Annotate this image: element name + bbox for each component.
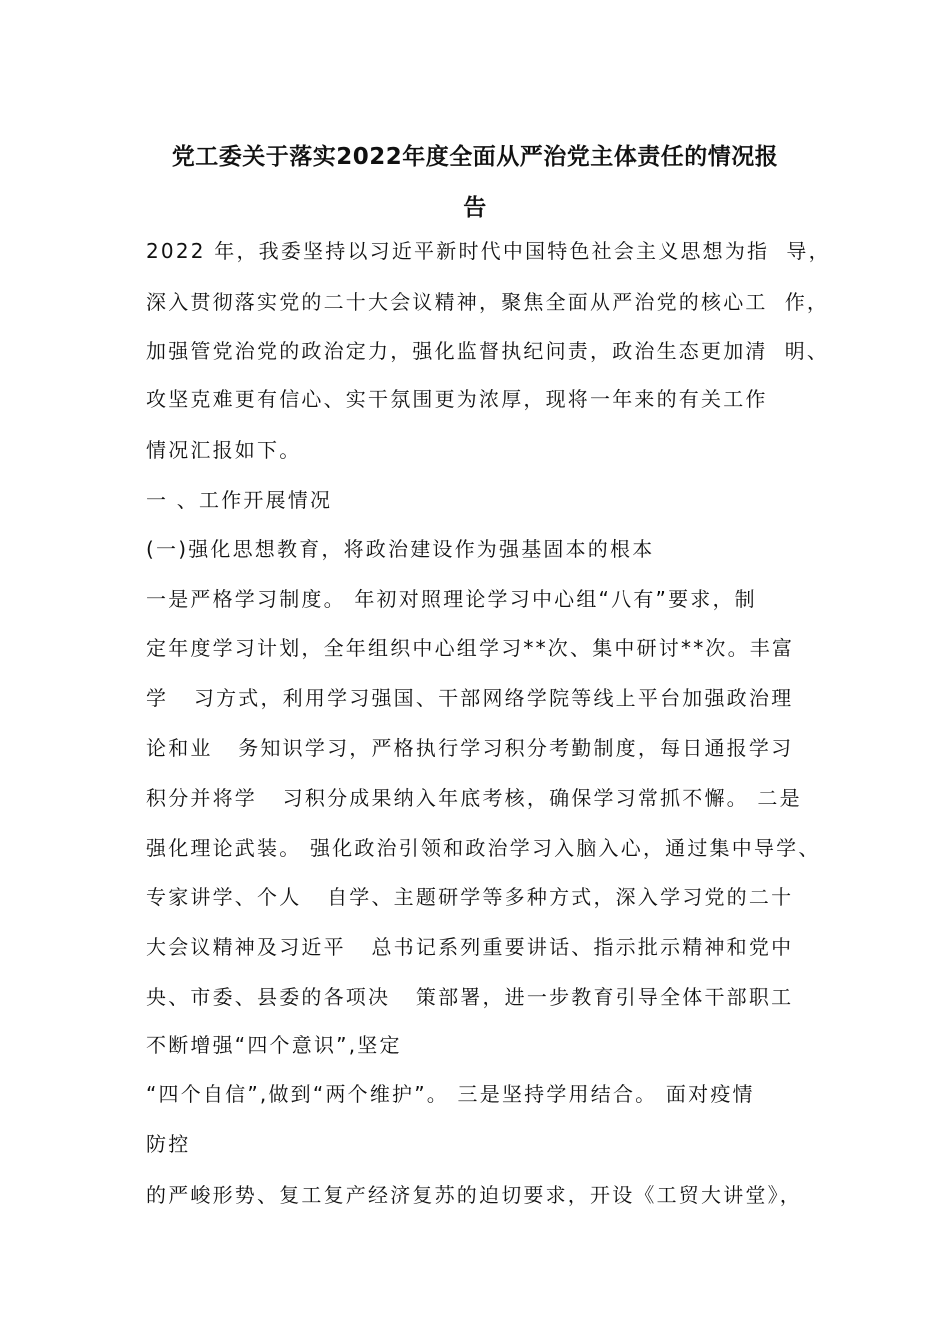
body-line: 深入贯彻落实党的二十大会议精神，聚焦全面从严治党的核心工 作， <box>146 290 830 314</box>
body-line: 强化理论武装。 强化政治引领和政治学习入脑入心，通过集中导学、 <box>146 836 821 860</box>
body-line: 不断增强“四个意识”,坚定 <box>146 1033 402 1057</box>
body-line: 加强管党治党的政治定力，强化监督执纪问责，政治生态更加清 明、 <box>146 339 830 363</box>
body-line: 大会议精神及习近平 总书记系列重要讲话、指示批示精神和党中 <box>146 935 794 959</box>
body-line: 一是严格学习制度。 年初对照理论学习中心组“八有”要求，制 <box>146 587 757 611</box>
document-title-line-1: 党工委关于落实2022年度全面从严治党主体责任的情况报 <box>171 144 779 170</box>
body-line: 积分并将学 习积分成果纳入年底考核，确保学习常抓不懈。 二是 <box>146 786 802 810</box>
body-line: 防控 <box>146 1132 191 1156</box>
body-line: 学 习方式，利用学习强国、干部网络学院等线上平台加强政治理 <box>146 686 794 710</box>
document-title-line-2: 告 <box>463 195 487 221</box>
body-line: “四个自信”,做到“两个维护”。 三是坚持学用结合。 面对疫情 <box>146 1082 755 1106</box>
body-line: 2022 年，我委坚持以习近平新时代中国特色社会主义思想为指 导， <box>146 239 831 263</box>
section-heading: 一 、工作开展情况 <box>146 488 333 512</box>
body-line: 定年度学习计划，全年组织中心组学习**次、集中研讨**次。丰富 <box>146 636 795 660</box>
body-line: 论和业 务知识学习，严格执行学习积分考勤制度，每日通报学习 <box>146 736 794 760</box>
body-line: 攻坚克难更有信心、实干氛围更为浓厚，现将一年来的有关工作 <box>146 387 768 411</box>
body-line: 情况汇报如下。 <box>146 438 302 462</box>
body-line: 专家讲学、个人 自学、主题研学等多种方式，深入学习党的二十 <box>146 885 794 909</box>
body-line: 的严峻形势、复工复产经济复苏的迫切要求，开设《工贸大讲堂》， <box>146 1183 802 1207</box>
subsection-heading: (一)强化思想教育，将政治建设作为强基固本的根本 <box>146 537 655 561</box>
body-line: 央、市委、县委的各项决 策部署，进一步教育引导全体干部职工 <box>146 985 794 1009</box>
